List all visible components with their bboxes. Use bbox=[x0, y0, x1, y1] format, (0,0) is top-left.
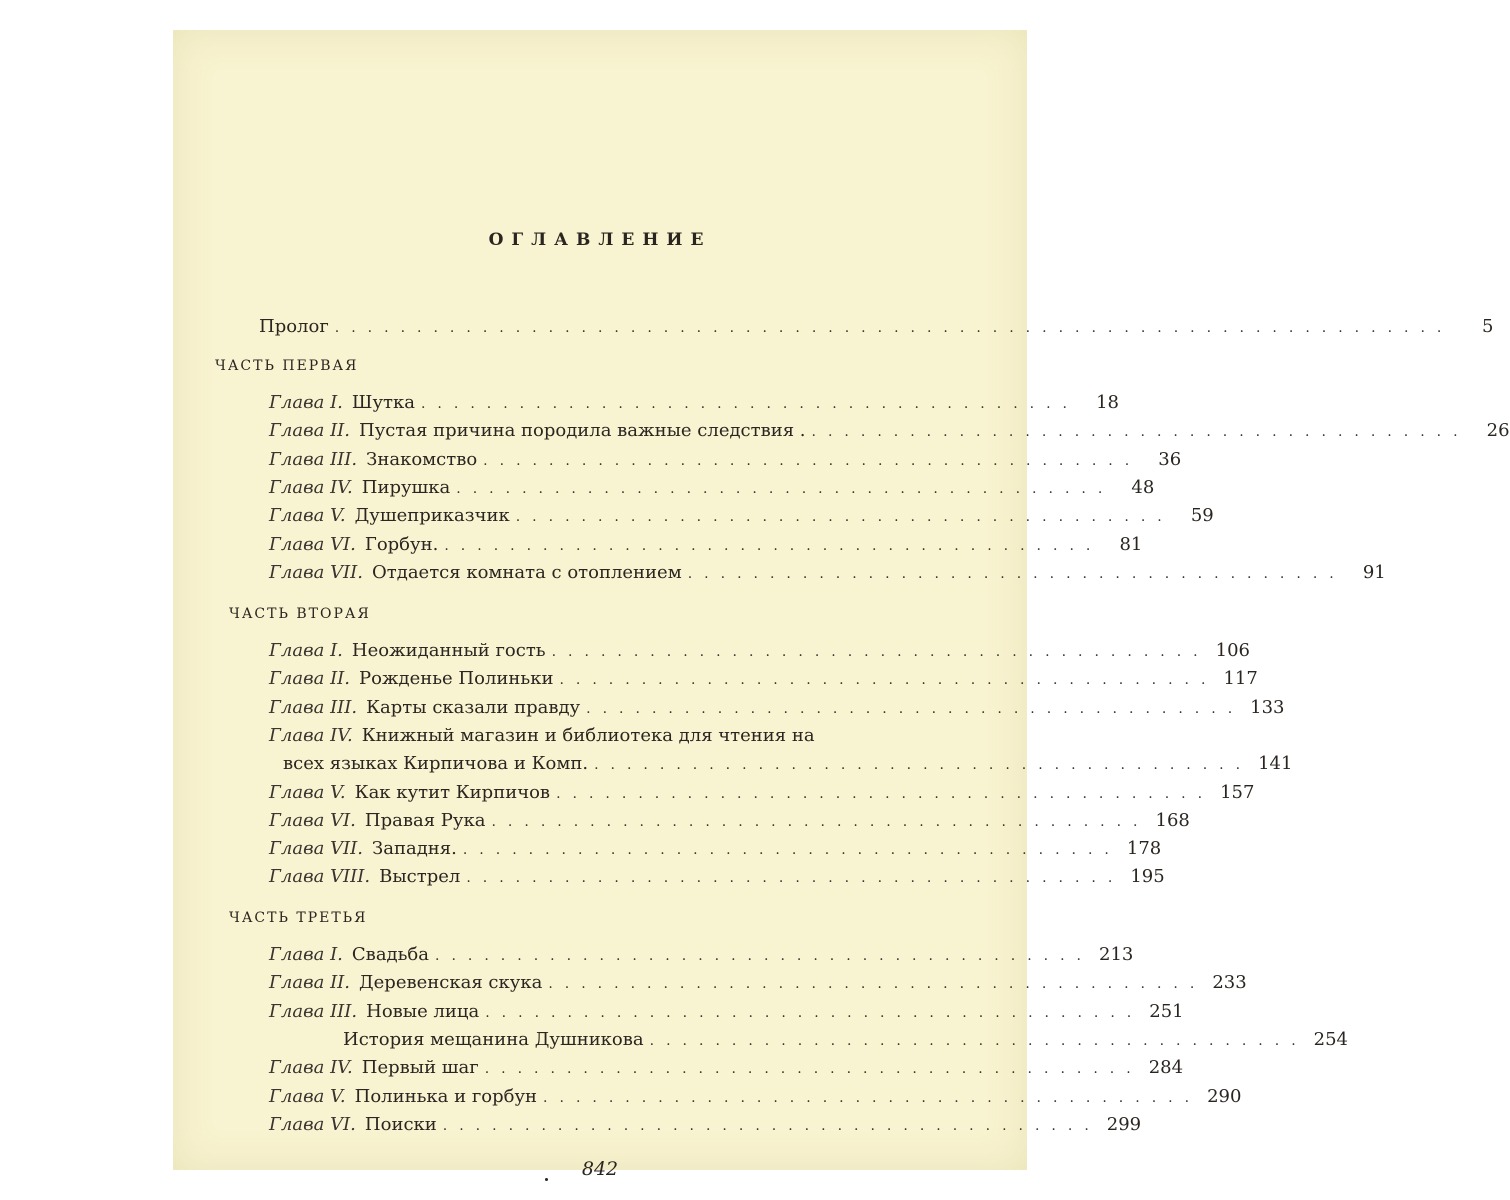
chapter-label: Глава IV. bbox=[269, 1057, 353, 1079]
entry-page: 48 bbox=[1131, 476, 1155, 498]
leader-dots: ........................................ bbox=[420, 396, 1079, 412]
entry-page: 254 bbox=[1313, 1028, 1349, 1050]
entry-page: 141 bbox=[1258, 753, 1293, 775]
toc-entry bbox=[269, 561, 1386, 585]
entry-page: 133 bbox=[1250, 696, 1285, 718]
entry-page: 284 bbox=[1148, 1057, 1184, 1079]
leader-dots: ........................................ bbox=[556, 785, 1215, 802]
leader-dots: ........................................ bbox=[543, 1089, 1202, 1106]
chapter-label: Глава II. bbox=[269, 420, 351, 442]
chapter-label: Глава III. bbox=[269, 1000, 358, 1022]
entry-page: 5 bbox=[1481, 316, 1494, 337]
leader-dots: ........................................ bbox=[649, 1032, 1308, 1049]
entry-title: Первый шаг bbox=[361, 1057, 479, 1079]
leader-dots: ........................................ bbox=[444, 537, 1103, 554]
chapter-label: Глава VI. bbox=[269, 1113, 356, 1135]
entry-title: Неожиданный гость bbox=[351, 640, 546, 661]
part-heading: ЧАСТЬ ПЕРВАЯ bbox=[215, 358, 359, 374]
leader-dots: ........................................ bbox=[594, 757, 1253, 774]
toc-entry bbox=[269, 944, 1134, 967]
toc-entry bbox=[269, 696, 1285, 720]
toc-entry bbox=[269, 533, 1143, 557]
entry-title: Шутка bbox=[351, 392, 415, 413]
chapter-label: Глава III. bbox=[269, 448, 358, 470]
leader-dots: ........................................ bbox=[484, 1061, 1143, 1078]
toc-entry bbox=[269, 640, 1250, 663]
leader-dots: ........................................ bbox=[466, 870, 1125, 887]
entry-title: Горбун. bbox=[364, 533, 439, 555]
toc-entry bbox=[269, 1085, 1242, 1109]
entry-page: 26 bbox=[1486, 420, 1510, 442]
entry-title: Душеприказчик bbox=[354, 505, 510, 527]
chapter-label: Глава II. bbox=[269, 668, 351, 690]
entry-page: 168 bbox=[1155, 809, 1190, 831]
entry-title: Деревенская скука bbox=[359, 972, 543, 994]
entry-title: Правая Рука bbox=[364, 809, 486, 831]
chapter-label: Глава VII. bbox=[269, 838, 364, 860]
entry-title: Карты сказали правду bbox=[366, 696, 581, 718]
part-heading: ЧАСТЬ ТРЕТЬЯ bbox=[229, 910, 368, 926]
entry-title: Поиски bbox=[364, 1113, 437, 1135]
chapter-label: Глава VII. bbox=[269, 561, 364, 583]
entry-title: История мещанина Душникова bbox=[343, 1028, 644, 1050]
leader-dots: .................................................................... bbox=[334, 320, 1454, 336]
chapter-label: Глава II. bbox=[269, 972, 351, 994]
entry-title: Полинька и горбун bbox=[354, 1085, 538, 1107]
entry-title: Как кутит Кирпичов bbox=[354, 781, 551, 803]
leader-dots: ........................................ bbox=[548, 976, 1207, 993]
chapter-label: Глава III. bbox=[269, 696, 358, 718]
entry-page: 195 bbox=[1130, 866, 1165, 888]
entry-title-continued: всех языках Кирпичова и Комп. bbox=[283, 753, 589, 775]
entry-page: 290 bbox=[1207, 1085, 1242, 1107]
toc-entry bbox=[269, 448, 1182, 472]
entry-title: Пролог bbox=[259, 316, 329, 337]
chapter-label: Глава IV. bbox=[269, 476, 353, 498]
entry-page: 251 bbox=[1149, 1000, 1184, 1022]
entry-title: Рожденье Полиньки bbox=[359, 668, 554, 690]
toc-entry bbox=[269, 972, 1247, 995]
leader-dots: ........................................ bbox=[483, 452, 1142, 469]
entry-page: 81 bbox=[1119, 533, 1143, 555]
entry-page: 106 bbox=[1215, 640, 1250, 661]
leader-dots: ........................................ bbox=[485, 1004, 1144, 1021]
leader-dots: ........................................ bbox=[811, 424, 1470, 441]
toc-entry bbox=[269, 392, 1119, 415]
entry-page: 91 bbox=[1362, 561, 1386, 583]
chapter-label: Глава VIII. bbox=[269, 866, 371, 888]
toc-entry bbox=[269, 781, 1255, 805]
toc-entry bbox=[269, 1057, 1184, 1080]
entry-title: Пустая причина породила важные следствия . bbox=[359, 420, 806, 442]
toc-entry bbox=[269, 668, 1258, 691]
entry-page: 233 bbox=[1212, 972, 1247, 994]
leader-dots: ........................................ bbox=[687, 565, 1346, 582]
part-heading: ЧАСТЬ ВТОРАЯ bbox=[229, 606, 371, 622]
entry-page: 117 bbox=[1223, 668, 1258, 690]
entry-page: 157 bbox=[1220, 781, 1255, 803]
toc-entry bbox=[343, 1028, 1349, 1052]
toc-entry bbox=[269, 725, 961, 747]
entry-page: 213 bbox=[1099, 944, 1134, 965]
entry-page: 59 bbox=[1190, 505, 1214, 527]
leader-dots: ........................................ bbox=[435, 948, 1094, 964]
leader-dots: ........................................ bbox=[515, 509, 1174, 526]
leader-dots: ........................................ bbox=[491, 813, 1150, 830]
entry-title: Выстрел bbox=[379, 866, 461, 888]
entry-title: Пирушка bbox=[361, 476, 451, 498]
leader-dots: ........................................ bbox=[442, 1117, 1101, 1134]
book-page bbox=[173, 30, 1510, 1180]
leader-dots: ........................................ bbox=[456, 480, 1115, 497]
toc-entry-prologue bbox=[259, 316, 1494, 339]
toc-entry bbox=[269, 1113, 1142, 1137]
entry-title: Западня. bbox=[372, 838, 457, 860]
chapter-label: Глава I. bbox=[269, 640, 343, 661]
entry-page: 36 bbox=[1158, 448, 1182, 470]
chapter-label: Глава V. bbox=[269, 1085, 346, 1107]
toc-entry bbox=[269, 1000, 1184, 1024]
chapter-label: Глава I. bbox=[269, 392, 343, 413]
leader-dots: ........................................ bbox=[559, 672, 1218, 689]
entry-title: Новые лица bbox=[366, 1000, 480, 1022]
leader-dots: ........................................ bbox=[551, 644, 1210, 660]
leader-dots: ........................................ bbox=[462, 842, 1121, 859]
page-title: ОГЛАВЛЕНИЕ bbox=[488, 230, 712, 250]
chapter-label: Глава IV. bbox=[269, 724, 353, 746]
toc-entry bbox=[269, 809, 1190, 833]
page-number: 842 bbox=[581, 1158, 619, 1180]
chapter-label: Глава I. bbox=[269, 944, 343, 965]
toc-entry bbox=[269, 476, 1155, 500]
toc-entry bbox=[269, 838, 1162, 861]
toc-entry bbox=[269, 420, 1510, 443]
entry-title: Отдается комната с отоплением bbox=[372, 561, 682, 583]
chapter-label: Глава V. bbox=[269, 505, 346, 527]
entry-title: Книжный магазин и библиотека для чтения на bbox=[361, 724, 815, 746]
chapter-label: Глава V. bbox=[269, 781, 346, 803]
toc-entry-continuation bbox=[283, 753, 1293, 776]
entry-page: 178 bbox=[1126, 838, 1162, 860]
toc-entry bbox=[269, 505, 1214, 528]
entry-page: 299 bbox=[1106, 1113, 1142, 1135]
leader-dots: ........................................ bbox=[586, 700, 1245, 717]
entry-title: Знакомство bbox=[366, 448, 478, 470]
chapter-label: Глава VI. bbox=[269, 809, 356, 831]
entry-page: 18 bbox=[1096, 392, 1119, 413]
print-speck bbox=[545, 1178, 548, 1181]
chapter-label: Глава VI. bbox=[269, 533, 356, 555]
toc-entry bbox=[269, 866, 1165, 889]
entry-title: Свадьба bbox=[351, 944, 429, 965]
